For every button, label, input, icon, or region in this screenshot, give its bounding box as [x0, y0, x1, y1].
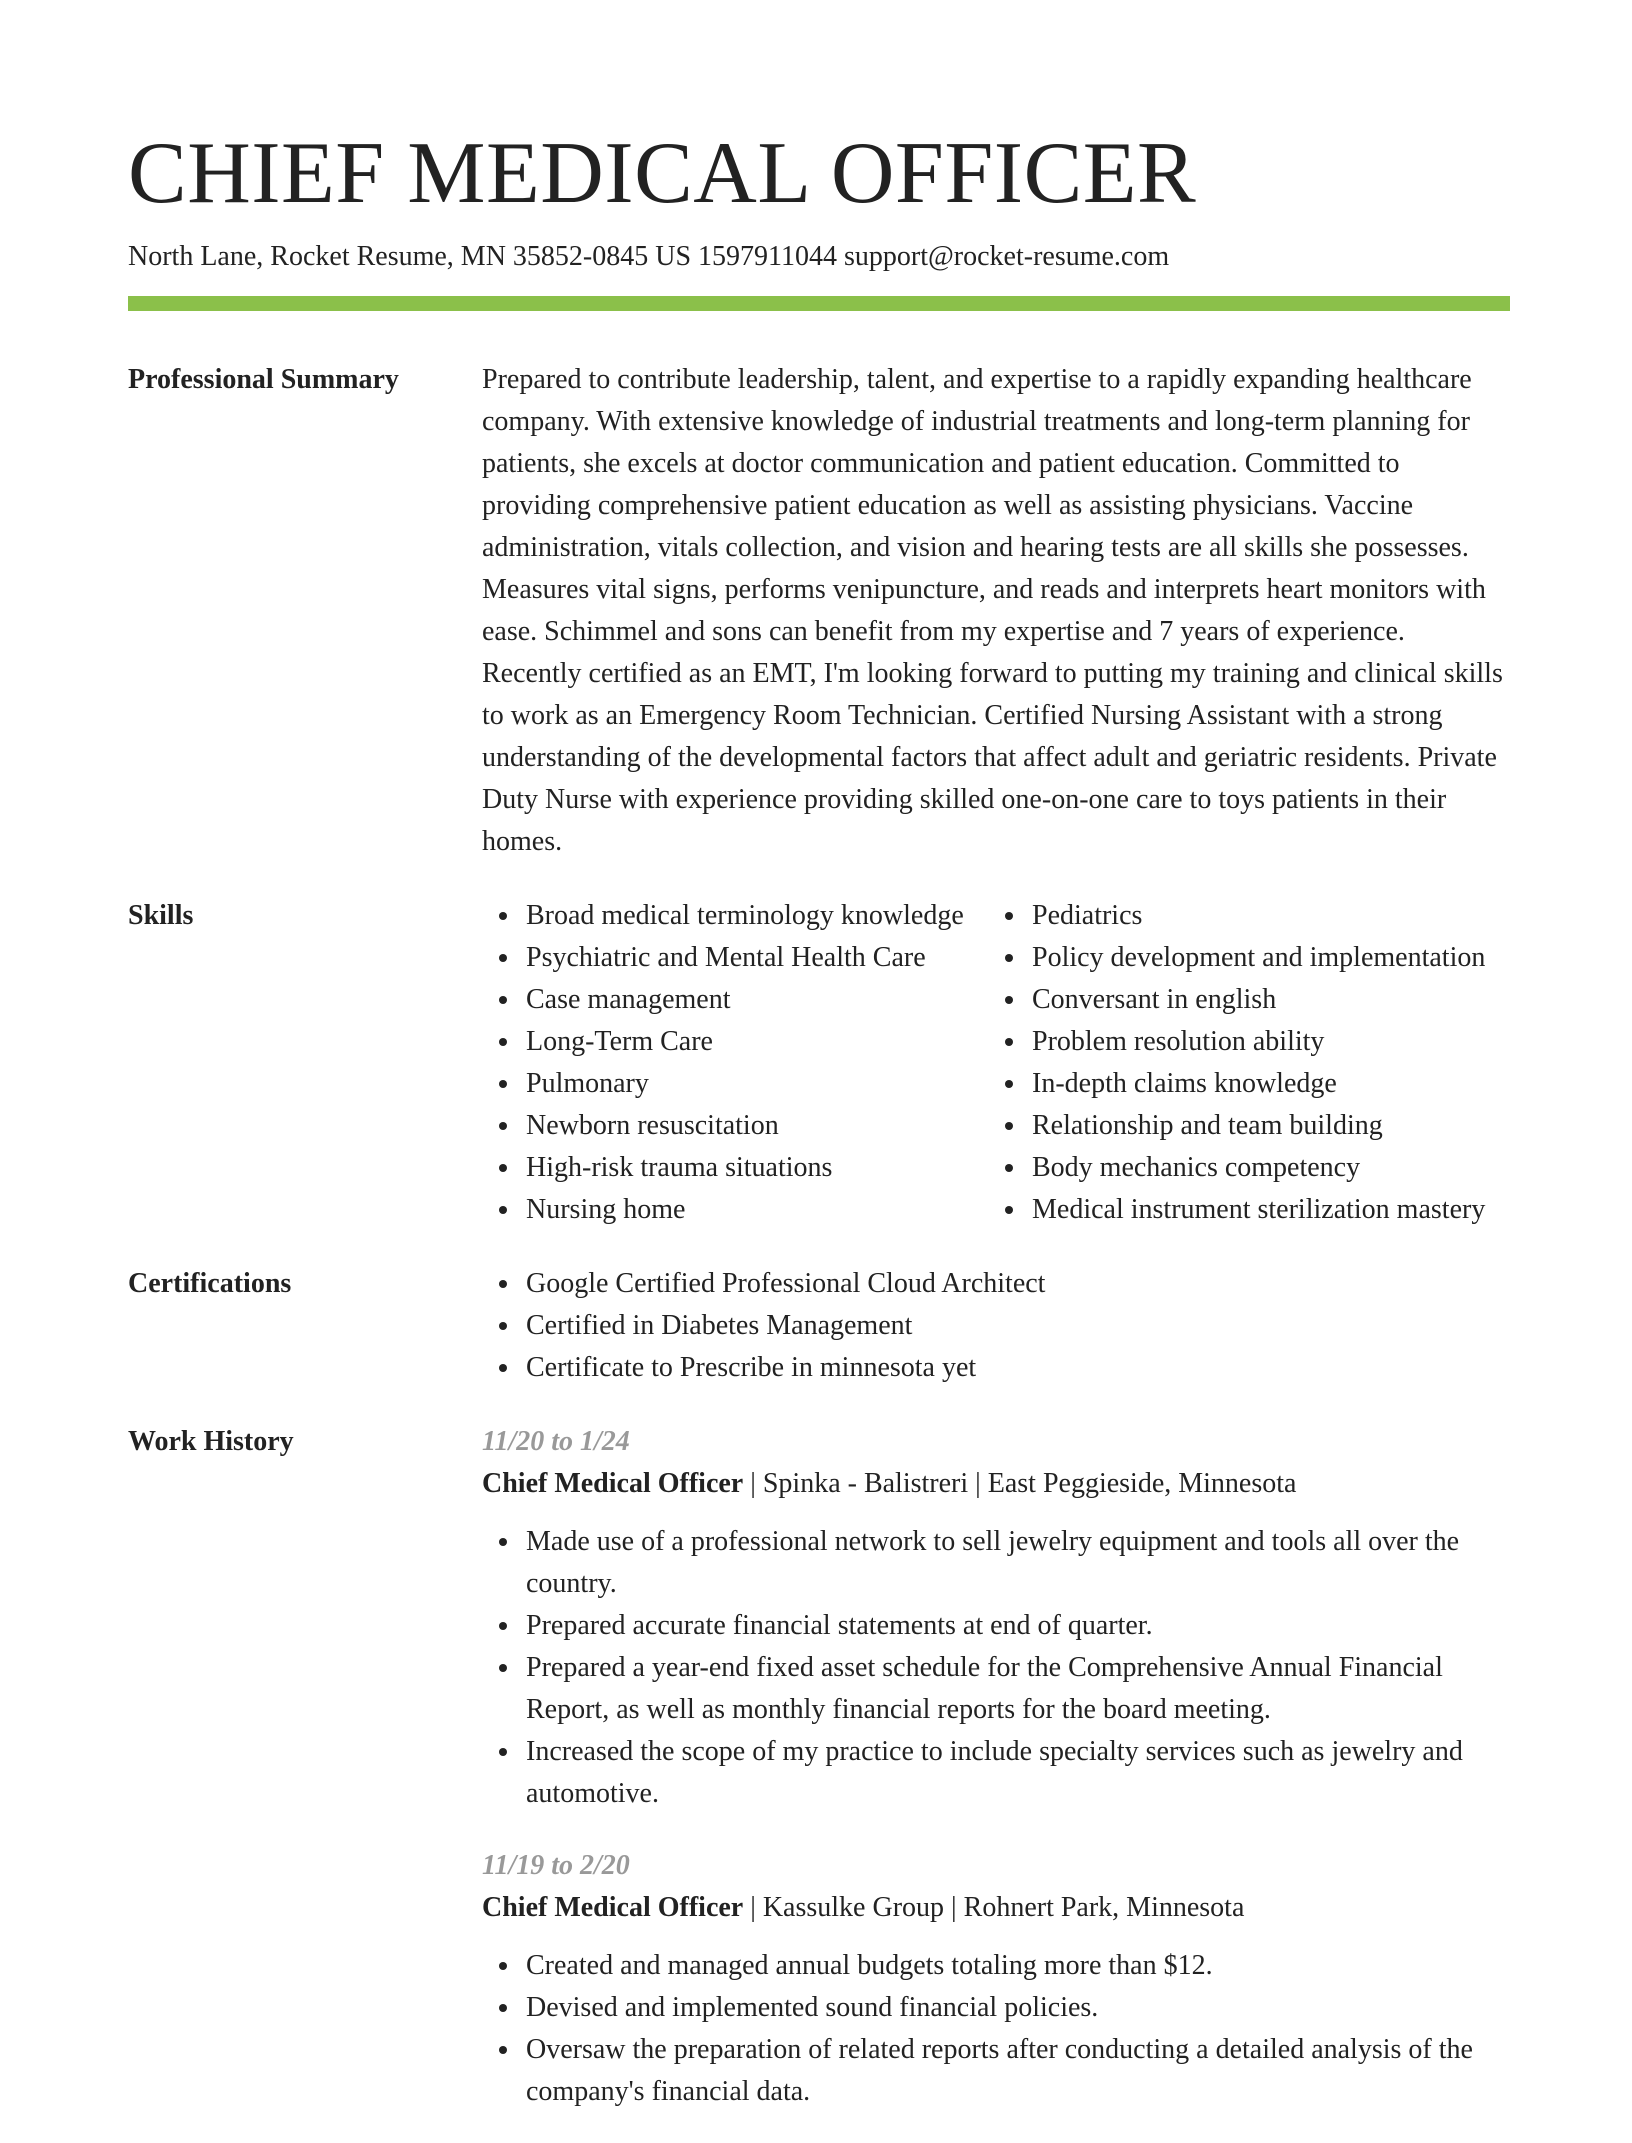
skill-item: In-depth claims knowledge — [1032, 1063, 1510, 1105]
job-dates: 11/19 to 2/20 — [482, 1850, 630, 1881]
skills-list-right — [988, 895, 1510, 1231]
certification-item: Google Certified Professional Cloud Architect — [526, 1263, 1510, 1305]
skill-item: High-risk trauma situations — [526, 1147, 988, 1189]
job-bullet: Oversaw the preparation of related reports after conducting a detailed analysis of the company's financial data. — [526, 2029, 1510, 2113]
skill-item: Nursing home — [526, 1189, 988, 1231]
skill-item: Problem resolution ability — [1032, 1021, 1510, 1063]
summary-section — [128, 359, 1510, 863]
certifications-body — [482, 1263, 1510, 1389]
skill-item: Relationship and team building — [1032, 1105, 1510, 1147]
skills-list-left — [482, 895, 988, 1231]
resume-page — [128, 0, 1510, 2143]
certification-item: Certificate to Prescribe in minnesota yet — [526, 1347, 1510, 1389]
job-company-location: | Spinka - Balistreri | East Peggieside, Minnesota — [743, 1468, 1297, 1499]
job-bullet: Increased the scope of my practice to include specialty services such as jewelry and automotive. — [526, 1731, 1510, 1815]
job-heading-line — [482, 1887, 1510, 1929]
job-dates: 11/20 to 1/24 — [482, 1426, 630, 1457]
resume-title: CHIEF MEDICAL OFFICER — [128, 125, 1197, 222]
skill-item: Newborn resuscitation — [526, 1105, 988, 1147]
skills-heading: Skills — [128, 900, 194, 931]
summary-heading: Professional Summary — [128, 364, 399, 395]
job-title: Chief Medical Officer — [482, 1468, 744, 1499]
skill-item: Broad medical terminology knowledge — [526, 895, 988, 937]
skill-item: Case management — [526, 979, 988, 1021]
skill-item: Long-Term Care — [526, 1021, 988, 1063]
skill-item: Pediatrics — [1032, 895, 1510, 937]
job-company-location: | Kassulke Group | Rohnert Park, Minnesota — [743, 1892, 1245, 1923]
job-bullet: Made use of a professional network to sell jewelry equipment and tools all over the country. — [526, 1521, 1510, 1605]
skill-item: Pulmonary — [526, 1063, 988, 1105]
work-history-section — [128, 1421, 1510, 2143]
job-entry — [482, 1845, 1510, 2113]
certifications-heading: Certifications — [128, 1268, 292, 1299]
work-history-body — [482, 1421, 1510, 2143]
job-bullet: Prepared accurate financial statements at end of quarter. — [526, 1605, 1510, 1647]
job-title: Chief Medical Officer — [482, 1892, 744, 1923]
accent-divider — [128, 296, 1510, 311]
skill-item: Medical instrument sterilization mastery — [1032, 1189, 1510, 1231]
job-bullet: Prepared a year-end fixed asset schedule for the Comprehensive Annual Financial Report, as well as monthly financial reports for the board meeting. — [526, 1647, 1510, 1731]
job-heading-line — [482, 1463, 1510, 1505]
certifications-list — [482, 1263, 1510, 1389]
job-bullet: Created and managed annual budgets totaling more than $12. — [526, 1945, 1510, 1987]
job-bullet: Devised and implemented sound financial policies. — [526, 1987, 1510, 2029]
job-entry — [482, 1421, 1510, 1815]
work-history-heading: Work History — [128, 1426, 294, 1457]
skills-section — [128, 895, 1510, 1231]
skill-item: Body mechanics competency — [1032, 1147, 1510, 1189]
summary-text: Prepared to contribute leadership, talent, and expertise to a rapidly expanding healthcare company. With extensive knowledge of industrial treatments and long-term planning for patients, she excels at doctor communication and patient education. Committed to providing comprehensive patient education as well as assisting physicians. Vaccine administration, vitals collection, and vision and hearing tests are all skills she possesses. Measures vital signs, performs venipuncture, and reads and interprets heart monitors with ease. Schimmel and sons can benefit from my expertise and 7 years of experience. Recently certified as an EMT, I'm looking forward to putting my training and clinical skills to work as an Emergency Room Technician. Certified Nursing Assistant with a strong understanding of the developmental factors that affect adult and geriatric residents. Private Duty Nurse with experience providing skilled one-on-one care to toys patients in their homes. — [482, 364, 1503, 857]
job-bullets — [482, 1521, 1510, 1815]
skill-item: Policy development and implementation — [1032, 937, 1510, 979]
skill-item: Psychiatric and Mental Health Care — [526, 937, 988, 979]
certification-item: Certified in Diabetes Management — [526, 1305, 1510, 1347]
contact-line: North Lane, Rocket Resume, MN 35852-0845 US 1597911044 support@rocket-resume.com — [128, 241, 1170, 272]
certifications-section — [128, 1263, 1510, 1389]
skills-columns — [482, 895, 1510, 1231]
skill-item: Conversant in english — [1032, 979, 1510, 1021]
job-bullets — [482, 1945, 1510, 2113]
